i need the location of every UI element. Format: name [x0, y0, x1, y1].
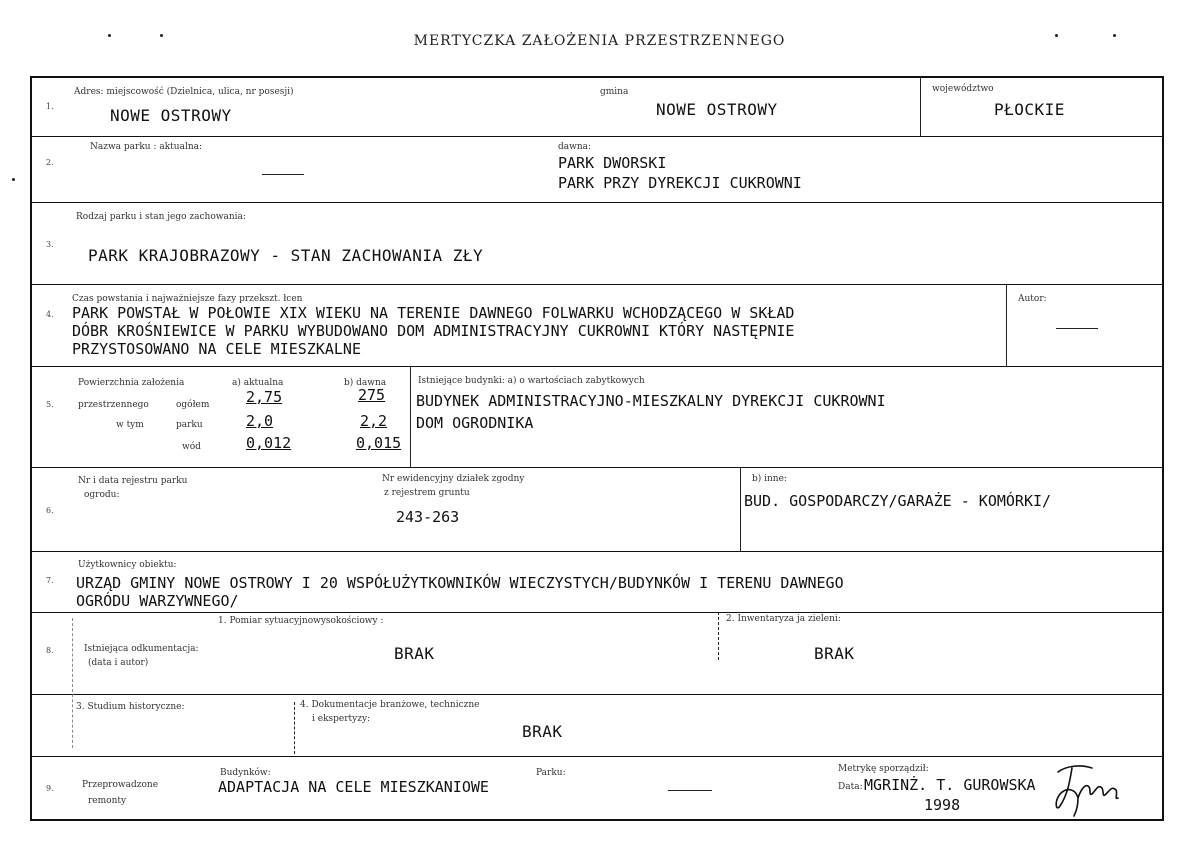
address-label: Adres: miejscowość (Dzielnica, ulica, nr posesji) — [74, 87, 294, 97]
tech-docs-value: BRAK — [522, 722, 563, 741]
area-water-label: wód — [182, 442, 201, 452]
voivodeship-label: województwo — [932, 84, 994, 94]
greenery-inventory-value: BRAK — [814, 644, 855, 663]
row-divider — [32, 694, 1164, 695]
former-name-line2: PARK PRZY DYREKCJI CUKROWNI — [558, 174, 802, 192]
park-type-label: Rodzaj parku i stan jego zachowania: — [76, 212, 246, 222]
repairs-label-2: remonty — [88, 796, 127, 806]
punch-dot — [12, 178, 15, 181]
row-divider — [32, 612, 1164, 613]
area-label-2: przestrzennego — [78, 400, 149, 410]
tech-docs-label: 4. Dokumentacje branżowe, techniczne — [300, 700, 480, 710]
form-title: MERTYCZKA ZAŁOŻENIA PRZESTRZENNEGO — [413, 33, 786, 49]
other-buildings-label: b) inne: — [752, 474, 787, 484]
greenery-inventory-label: 2. Inwentaryza ja zieleni: — [726, 614, 841, 624]
row-divider — [32, 366, 1164, 367]
row-divider — [32, 202, 1164, 203]
row-number: 3. — [46, 240, 54, 249]
history-line1: PARK POWSTAŁ W POŁOWIE XIX WIEKU NA TERENIE DAWNEGO FOLWARKU WCHODZĄCEGO W SKŁAD — [72, 304, 795, 322]
col-divider — [72, 618, 73, 748]
col-divider — [294, 702, 295, 754]
row-number: 9. — [46, 784, 54, 793]
date-label: Data: — [838, 782, 863, 792]
row-divider — [32, 284, 1164, 285]
area-park-former: 2,2 — [360, 412, 388, 430]
prepared-by-label: Metrykę sporządził: — [838, 764, 929, 774]
plots-label-2: z rejestrem gruntu — [384, 488, 470, 498]
users-line2: OGRÓDU WARZYWNEGO/ — [76, 592, 239, 610]
repairs-buildings-value: ADAPTACJA NA CELE MIESZKANIOWE — [218, 778, 489, 796]
former-name-label: dawna: — [558, 142, 592, 152]
area-park-label: parku — [176, 420, 203, 430]
current-name-label: Nazwa parku : aktualna: — [90, 142, 203, 152]
area-former-label: b) dawna — [344, 378, 387, 388]
buildings-line2: DOM OGRODNIKA — [416, 414, 534, 432]
prepared-by-value: MGRINŻ. T. GUROWSKA — [864, 776, 1036, 794]
gmina-value: NOWE OSTROWY — [656, 100, 778, 119]
docs-label-2: (data i autor) — [88, 658, 149, 668]
registry-label-2: ogrodu: — [84, 490, 120, 500]
voivodeship-value: PŁOCKIE — [994, 100, 1065, 119]
history-line2: DÓBR KROŚNIEWICE W PARKU WYBUDOWANO DOM ADMINISTRACYJNY CUKROWNI KTÓRY NASTĘPNIE — [72, 322, 795, 340]
row-divider — [32, 136, 1164, 137]
repairs-park-label: Parku: — [536, 768, 566, 778]
docs-label: Istniejąca odkumentacja: — [84, 644, 199, 654]
prepared-year-value: 1998 — [924, 796, 961, 814]
former-name-line1: PARK DWORSKI — [558, 154, 667, 172]
row-number: 6. — [46, 506, 54, 515]
registry-label: Nr i data rejestru parku — [78, 476, 188, 486]
buildings-label: Istniejące budynki: a) o wartościach zabytkowych — [418, 376, 645, 386]
area-park-current: 2,0 — [246, 412, 274, 430]
empty-dash — [668, 790, 712, 791]
author-label: Autor: — [1018, 294, 1047, 304]
users-line1: URZĄD GMINY NOWE OSTROWY I 20 WSPÓŁUŻYTKOWNIKÓW WIECZYSTYCH/BUDYNKÓW I TERENU DAWNEGO — [76, 574, 844, 592]
col-divider — [740, 467, 741, 551]
area-total-current: 2,75 — [246, 388, 283, 406]
area-label: Powierzchnia założenia — [78, 378, 185, 388]
history-study-label: 3. Studium historyczne: — [76, 702, 185, 712]
signature-image — [1052, 762, 1126, 818]
area-current-label: a) aktualna — [232, 378, 284, 388]
row-divider — [32, 551, 1164, 552]
gmina-label: gmina — [600, 87, 629, 97]
repairs-buildings-label: Budynków: — [220, 768, 271, 778]
col-divider — [410, 366, 411, 467]
buildings-line1: BUDYNEK ADMINISTRACYJNO-MIESZKALNY DYREKCJI CUKROWNI — [416, 392, 886, 410]
row-number: 7. — [46, 576, 54, 585]
row-number: 8. — [46, 646, 54, 655]
area-total-label: ogółem — [176, 400, 210, 410]
row-divider — [32, 756, 1164, 757]
address-value: NOWE OSTROWY — [110, 106, 232, 125]
col-divider — [718, 612, 719, 660]
other-buildings-value: BUD. GOSPODARCZY/GARAŻE - KOMÓRKI/ — [744, 492, 1052, 510]
empty-dash — [1056, 328, 1098, 329]
col-divider — [920, 78, 921, 136]
history-phases-label: Czas powstania i najważniejsze fazy przekszt. łcen — [72, 294, 303, 304]
empty-dash — [262, 174, 304, 175]
col-divider — [1006, 284, 1007, 366]
park-type-value: PARK KRAJOBRAZOWY - STAN ZACHOWANIA ZŁY — [88, 246, 484, 265]
area-water-current: 0,012 — [246, 434, 292, 452]
row-divider — [32, 467, 1164, 468]
plots-value: 243-263 — [396, 508, 460, 526]
area-total-former: 275 — [358, 386, 386, 404]
area-water-former: 0,015 — [356, 434, 402, 452]
tech-docs-label-2: i ekspertyzy: — [312, 714, 371, 724]
repairs-label: Przeprowadzone — [82, 780, 159, 790]
row-number: 5. — [46, 400, 54, 409]
row-number: 1. — [46, 102, 54, 111]
row-number: 4. — [46, 310, 54, 319]
area-in-label: w tym — [116, 420, 144, 430]
plots-label: Nr ewidencyjny działek zgodny — [382, 474, 525, 484]
users-label: Użytkownicy obiektu: — [78, 560, 177, 570]
row-number: 2. — [46, 158, 54, 167]
survey-value: BRAK — [394, 644, 435, 663]
form-frame — [30, 76, 1164, 821]
survey-label: 1. Pomiar sytuacyjnowysokościowy : — [218, 616, 384, 626]
history-line3: PRZYSTOSOWANO NA CELE MIESZKALNE — [72, 340, 361, 358]
